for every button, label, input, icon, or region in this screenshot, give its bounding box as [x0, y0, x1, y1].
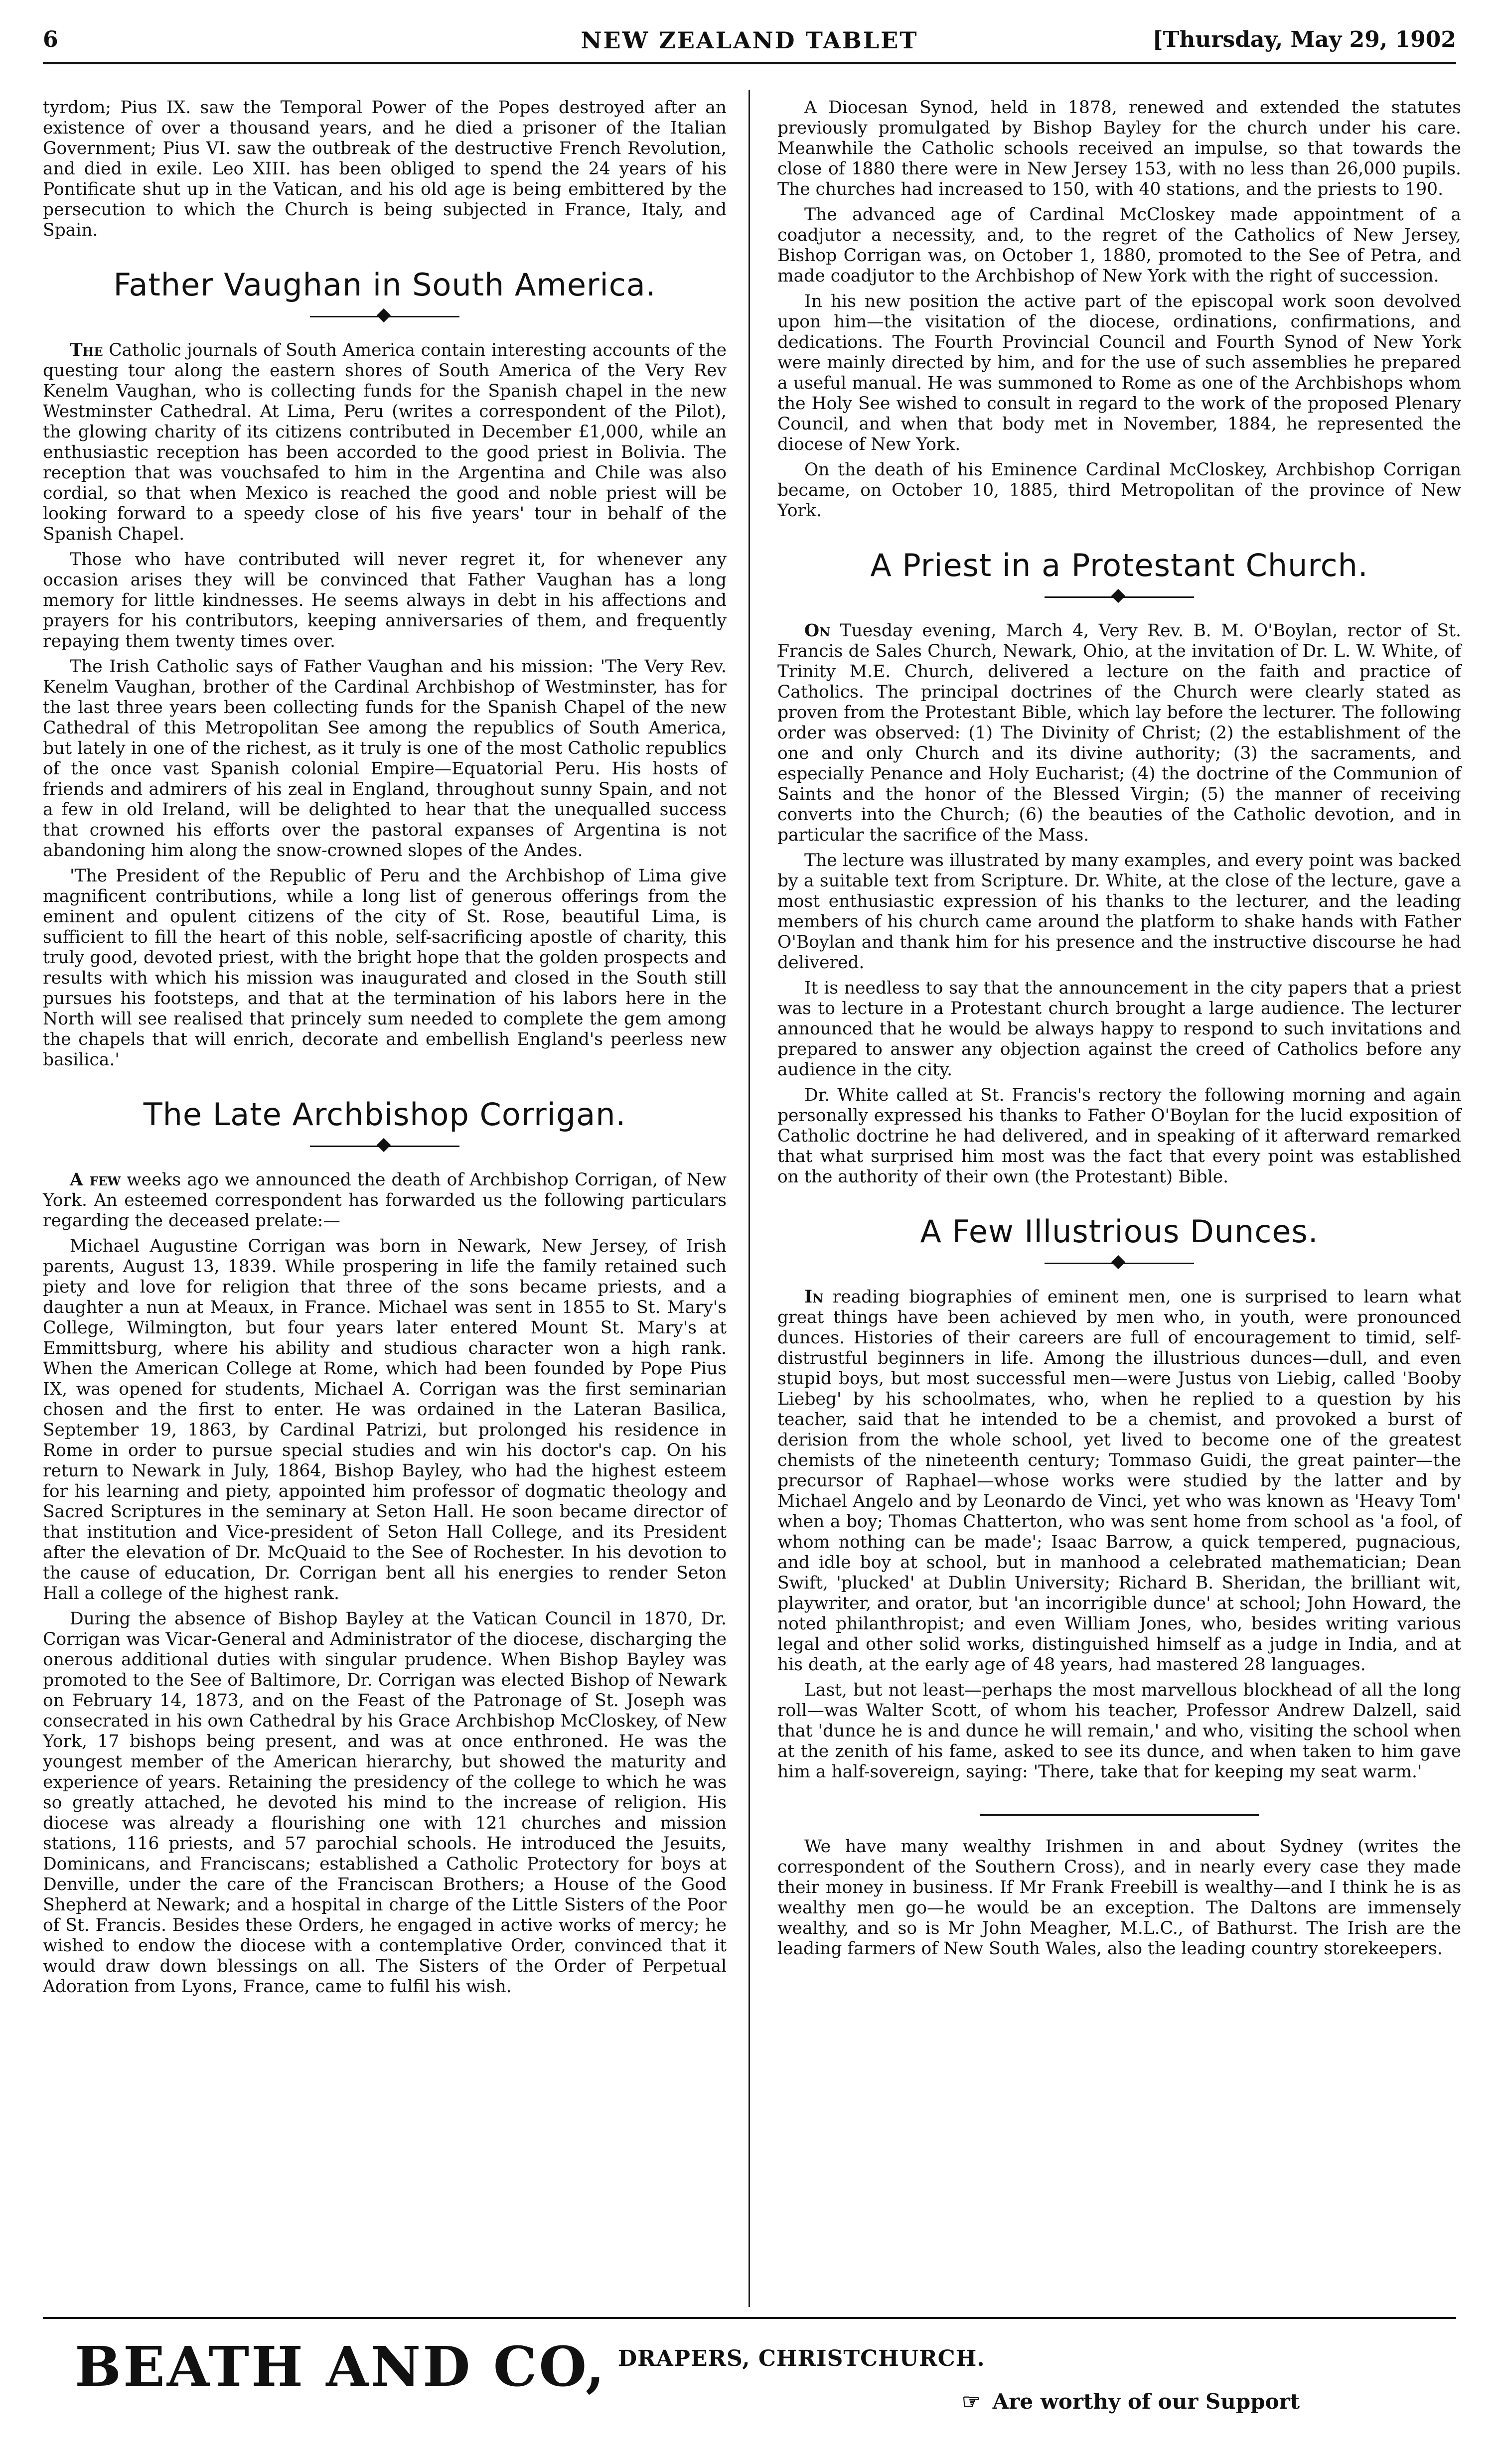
left-column	[43, 98, 727, 2002]
article-paragraph: 'The President of the Republic of Peru and the Archbishop of Lima give magnificent contributions, while a long list of generous offerings from the eminent and opulent citizens of the city of St. Rose, beautiful Lima, is sufficient to fill the heart of this noble, self-sacrificing apostle of charity, this truly good, devoted priest, with the bright hope that the golden prospects and results with which his mission was inaugurated and closed in the South still pursues his footsteps, and that at the termination of his labors here in the North will see realised that princely sum needed to complete the gem among the chapels that will enrich, decorate and embellish England's peerless new basilica.'	[43, 866, 727, 1070]
page-header	[43, 27, 1456, 62]
column-divider	[749, 90, 750, 2307]
section-separator	[980, 1814, 1259, 1816]
closing-paragraph: We have many wealthy Irishmen in and about Sydney (writes the correspondent of the Southern Cross), and in nearly every case they made their money in business. If Mr Frank Freebill is wealthy—and I think he is as wealthy men go—he would be an exception. The Daltons are immensely wealthy, and so is Mr John Meagher, M.L.C., of Bathurst. The Irish are the leading farmers of New South Wales, also the leading country storekeepers.	[777, 1837, 1461, 1959]
article-paragraph: The Irish Catholic says of Father Vaughan and his mission: 'The Very Rev. Kenelm Vaughan, brother of the Cardinal Archbishop of Westminster, has for the last three years been collecting funds for the Spanish Chapel of the new Cathedral of this Metropolitan See among the republics of South America, but lately in one of the richest, as it truly is one of the most Catholic republics of the once vast Spanish colonial Empire—Equatorial Peru. His hosts of friends and admirers of his zeal in England, throughout sunny Spain, and not a few in old Ireland, will be delighted to hear that the unequalled success that crowned his efforts over the pastoral expanses of Argentina is not abandoning him along the snow-crowned slopes of the Andes.	[43, 657, 727, 861]
article-heading-corrigan: The Late Archbishop Corrigan.	[143, 1096, 626, 1133]
issue-date: [Thursday, May 29, 1902	[1152, 27, 1456, 52]
ornament-divider	[310, 1140, 459, 1152]
advertiser-tagline: Are worthy of our Support	[992, 2389, 1300, 2414]
page-number: 6	[43, 27, 58, 52]
article-heading-vaughan: Father Vaughan in South America.	[113, 267, 656, 303]
header-rule	[43, 62, 1456, 64]
article-paragraph: weeks ago we announced the death of Archbishop Corrigan, of New York. An esteemed correspondent has forwarded us the following particulars regarding the deceased prelate:—	[43, 1170, 727, 1231]
article-paragraph: The advanced age of Cardinal McCloskey made appointment of a coadjutor a necessity, and, to the regret of the Catholics of New Jersey, Bishop Corrigan was, on October 1, 1880, promoted to the See of Petra, and made coadjutor to the Archbishop of New York with the right of succession.	[777, 205, 1461, 286]
article-paragraph: Last, but not least—perhaps the most marvellous blockhead of all the long roll—was Walter Scott, of whom his teacher, Professor Andrew Dalzell, said that 'dunce he is and dunce he will remain,' and who, visiting the school when at the zenith of his fame, asked to see its dunce, and when taken to him gave him a half-sovereign, saying: 'There, take that for keeping my seat warm.'	[777, 1680, 1461, 1782]
article-paragraph: It is needless to say that the announcement in the city papers that a priest was to lecture in a Protestant church brought a large audience. The lecturer announced that he would be always happy to respond to such invitations and prepared to answer any objection against the creed of Catholics before any audience in the city.	[777, 978, 1461, 1080]
advertiser-brand: BEATH AND CO,	[75, 2334, 607, 2399]
article-paragraph: Tuesday evening, March 4, Very Rev. B. M. O'Boylan, rector of St. Francis de Sales Church, Newark, Ohio, at the invitation of Dr. L. W. White, of Trinity M.E. Church, delivered a lecture on the faith and practice of Catholics. The principal doctrines of the Church were clearly stated as proven from the Protestant Bible, which lay before the lecturer. The following order was observed: (1) The Divinity of Christ; (2) the establishment of the one and only Church and its divine authority; (3) the sacraments, and especially Penance and Holy Eucharist; (4) the doctrine of the Communion of Saints and the honor of the Blessed Virgin; (5) the manner of receiving converts into the Church; (6) the beauties of the Catholic devotion, and in particular the sacrifice of the Mass.	[777, 621, 1461, 845]
ornament-divider	[1045, 591, 1194, 603]
article-paragraph: Dr. White called at St. Francis's rectory the following morning and again personally expressed his thanks to Father O'Boylan for the lucid exposition of Catholic doctrine he had delivered, and in speaking of it afterward remarked that what surprised him most was the fact that every point was established on the authority of their own (the Protestant) Bible.	[777, 1085, 1461, 1187]
ornament-divider	[310, 310, 459, 322]
article-paragraph: In his new position the active part of the episcopal work soon devolved upon him—the visitation of the diocese, ordinations, confirmations, and dedications. The Fourth Provincial Council and Fourth Synod of New York were mainly directed by him, and for the use of such assemblies he prepared a useful manual. He was summoned to Rome as one of the Archbishops whom the Holy See wished to consult in regard to the work of the proposed Plenary Council, and when that body met in November, 1884, he represented the diocese of New York.	[777, 291, 1461, 454]
lead-word: In	[804, 1287, 824, 1307]
article-paragraph: reading biographies of eminent men, one is surprised to learn what great things have been achieved by men who, in youth, were pronounced dunces. Histories of their careers are full of encouragement to timid, self-distrustful beginners in life. Among the illustrious dunces—dull, and even stupid boys, but most successful men—were Justus von Liebig, called 'Booby Liebeg' by his schoolmates, who, when he replied to a question by his teacher, said that he intended to be a chemist, and provoked a burst of derision from the whole school, yet lived to become one of the greatest chemists of the nineteenth century; Tommaso Guidi, the great painter—the precursor of Raphael—whose works were studied by the latter and by Michael Angelo and by Leonardo de Vinci, yet who was known as 'Heavy Tom' when a boy; Thomas Chatterton, who was sent home from school as 'a fool, of whom nothing can be made'; Isaac Barrow, a quick tempered, pugnacious, and idle boy at school, but in manhood a celebrated mathematician; Dean Swift, 'plucked' at Dublin University; Richard B. Sheridan, the brilliant wit, playwriter, and orator, but 'an incorrigible dunce' at school; John Howard, the noted philanthropist; and even William Jones, who, besides writing various legal and other solid works, distinguished himself as a judge in India, and at his death, at the early age of 48 years, had mastered 28 languages.	[777, 1287, 1461, 1675]
lead-word: A few	[70, 1170, 121, 1190]
article-heading-dunces: A Few Illustrious Dunces.	[920, 1213, 1319, 1250]
footer-rule	[43, 2317, 1456, 2319]
article-paragraph: Catholic journals of South America contain interesting accounts of the questing tour along the eastern shores of South America of the Very Rev Kenelm Vaughan, who is collecting funds for the Spanish chapel in the new Westminster Cathedral. At Lima, Peru (writes a correspondent of the Pilot), the glowing charity of its citizens contributed in December £1,000, while an enthusiastic reception has been accorded to the good priest in Bolivia. The reception that was vouchsafed to him in the Argentina and Chile was also cordial, so that when Mexico is reached the good and noble priest will be looking forward to a speedy close of his five years' tour in behalf of the Spanish Chapel.	[43, 340, 727, 544]
right-column	[777, 98, 1461, 1964]
advertiser-tagline-block	[962, 2389, 1300, 2414]
article-heading-priest: A Priest in a Protestant Church.	[870, 547, 1368, 583]
masthead-title: NEW ZEALAND TABLET	[581, 27, 918, 54]
article-paragraph: Michael Augustine Corrigan was born in Newark, New Jersey, of Irish parents, August 13, 1839. While prospering in life the family retained such piety and love for religion that three of the sons became priests, and a daughter a nun at Meaux, in France. Michael was sent in 1855 to St. Mary's College, Wilmington, but four years later entered Mount St. Mary's at Emmittsburg, where his ability and studious character won a high rank. When the American College at Rome, which had been founded by Pope Pius IX, was opened for students, Michael A. Corrigan was the first seminarian chosen and the first to enter. He was ordained in the Lateran Basilica, September 19, 1863, by Cardinal Patrizi, but prolonged his residence in Rome in order to pursue special studies and win his doctor's cap. On his return to Newark in July, 1864, Bishop Bayley, who had the highest esteem for his learning and piety, appointed him professor of dogmatic theology and Sacred Scriptures in the seminary at Seton Hall. He soon became director of that institution and Vice-president of Seton Hall College, and its President after the elevation of Dr. McQuaid to the See of Rochester. In his devotion to the cause of education, Dr. Corrigan bent all his energies to render Seton Hall a college of the highest rank.	[43, 1236, 727, 1603]
article-paragraph: Those who have contributed will never regret it, for whenever any occasion arises they will be convinced that Father Vaughan has a long memory for little kindnesses. He seems always in debt in his affections and prayers for his contributors, keeping anniversaries of them, and frequently repaying them twenty times over.	[43, 550, 727, 651]
lead-word: The	[70, 340, 103, 360]
article-paragraph: The lecture was illustrated by many examples, and every point was backed by a suitable text from Scripture. Dr. White, at the close of the lecture, gave a most enthusiastic expression of his thanks to the lecturer, and the leading members of his church came around the platform to shake hands with Father O'Boylan and thank him for his presence and the instructive discourse he had delivered.	[777, 851, 1461, 973]
intro-paragraph: tyrdom; Pius IX. saw the Temporal Power of the Popes destroyed after an existence of over a thousand years, and he died a prisoner of the Italian Government; Pius VI. saw the outbreak of the destructive French Revolution, and died in exile. Leo XIII. has been obliged to spend the 24 years of his Pontificate shut up in the Vatican, and his old age is being embittered by the persecution to which the Church is being subjected in France, Italy, and Spain.	[43, 98, 727, 240]
lead-word: On	[804, 621, 830, 641]
pointing-hand-icon: ☞	[962, 2389, 981, 2414]
ornament-divider	[1045, 1257, 1194, 1269]
article-paragraph: During the absence of Bishop Bayley at the Vatican Council in 1870, Dr. Corrigan was Vicar-General and Administrator of the diocese, discharging the onerous additional duties with singular prudence. When Bishop Bayley was promoted to the See of Baltimore, Dr. Corrigan was elected Bishop of Newark on February 14, 1873, and on the Feast of the Patronage of St. Joseph was consecrated in his own Cathedral by his Grace Archbishop McCloskey, of New York, 17 bishops being present, and was at once enthroned. He was the youngest member of the American hierarchy, but showed the maturity and experience of years. Retaining the presidency of the college to which he was so greatly attached, he devoted his mind to the increase of religion. His diocese was already a flourishing one with 121 churches and mission stations, 116 priests, and 57 parochial schools. He introduced the Jesuits, Dominicans, and Franciscans; established a Catholic Protectory for boys at Denville, under the care of the Franciscan Brothers; a House of the Good Shepherd at Newark; and a hospital in charge of the Little Sisters of the Poor of St. Francis. Besides these Orders, he engaged in active works of mercy; he wished to endow the diocese with a contemplative Order, convinced that it would draw down blessings on all. The Sisters of the Order of Perpetual Adoration from Lyons, France, came to fulfil his wish.	[43, 1609, 727, 1997]
advertiser-location: DRAPERS, CHRISTCHURCH.	[618, 2346, 985, 2371]
article-paragraph: A Diocesan Synod, held in 1878, renewed and extended the statutes previously promulgated by Bishop Bayley for the church under his care. Meanwhile the Catholic schools received an impulse, so that towards the close of 1880 there were in New Jersey 153, with no less than 26,000 pupils. The churches had increased to 150, with 40 stations, and the priests to 190.	[777, 98, 1461, 199]
article-paragraph: On the death of his Eminence Cardinal McCloskey, Archbishop Corrigan became, on October 10, 1885, third Metropolitan of the province of New York.	[777, 460, 1461, 521]
